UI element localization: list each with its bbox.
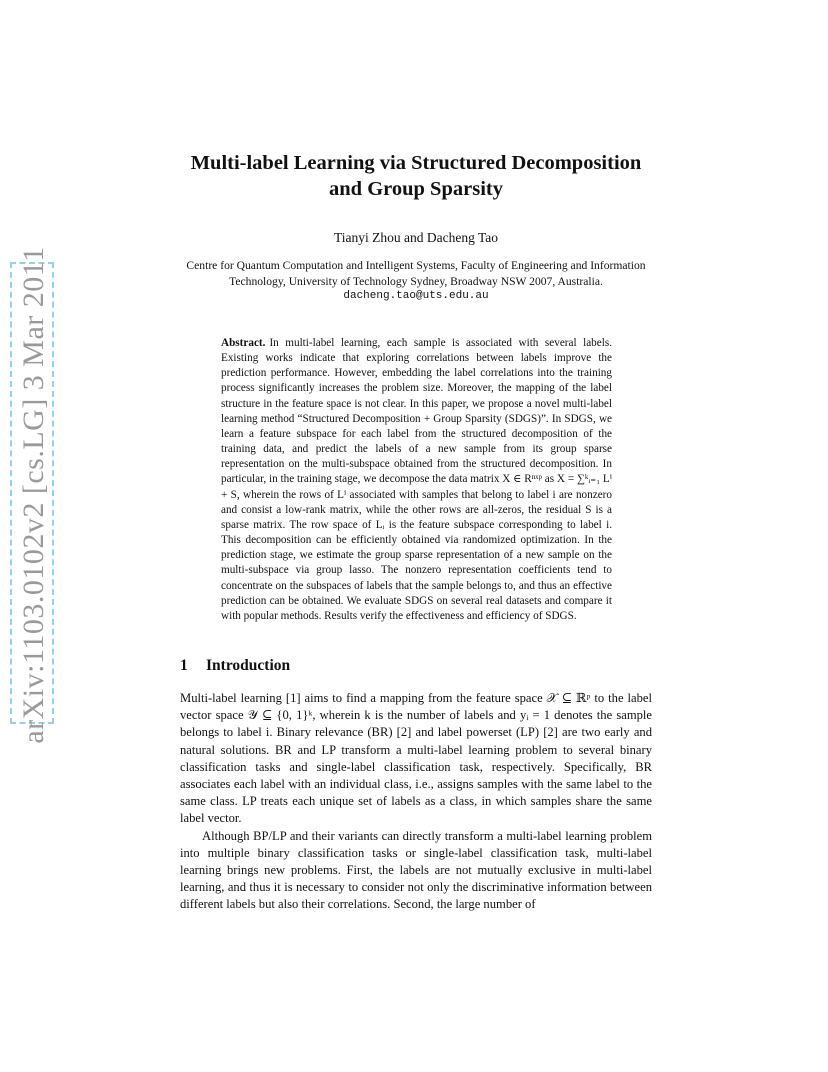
- abstract: [221, 336, 612, 624]
- paper-authors: Tianyi Zhou and Dacheng Tao: [333, 230, 499, 245]
- paper-title: Multi-label Learning via Structured Decomposition and Group Sparsity: [190, 152, 642, 200]
- paper-affiliation: Centre for Quantum Computation and Intelligent Systems, Faculty of Engineering and Information Technology, University of Technology Sydney, Broadway NSW 2007, Australia.: [186, 259, 646, 288]
- section-heading: [180, 657, 652, 675]
- section-title: Introduction: [206, 657, 291, 674]
- abstract-text: In multi-label learning, each sample is associated with several labels. Existing works indicate that exploring correlations between labels improve the prediction performance. However, embedding the label correlations into the training process significantly increases the problem size. Moreover, the mapping of the label structure in the feature space is not clear. In this paper, we propose a novel multi-label learning method “Structured Decomposition + Group Sparsity (SDGS)”. In SDGS, we learn a feature subspace for each label from the structured decomposition of the training data, and predict the labels of a new sample from its group sparse representation on the multi-subspace obtained from the structured decomposition. In particular, in the training stage, we decompose the data matrix X ∈ Rⁿˣᵖ as X = ∑ᵏᵢ₌₁ Lⁱ + S, wherein the rows of Lⁱ associated with samples that belong to label i are nonzero and consist a low-rank matrix, while the other rows are all-zeros, the residual S is a sparse matrix. The row space of Lᵢ is the feature subspace corresponding to label i. This decomposition can be efficiently obtained via randomized optimization. In the prediction stage, we estimate the group sparse representation of a new sample on the multi-subspace via group lasso. The nonzero representation coefficients tend to concentrate on the subspaces of labels that the sample belongs to, and thus an effective prediction can be obtained. We evaluate SDGS on several real datasets and compare it with popular methods. Results verify the effectiveness and efficiency of SDGS.: [221, 337, 612, 622]
- body-text: [180, 690, 652, 914]
- arxiv-stamp: [10, 246, 54, 744]
- paragraph: Multi-label learning [1] aims to find a mapping from the feature space 𝒳 ⊆ ℝᵖ to the label vector space 𝒴 ⊆ {0, 1}ᵏ, wherein k is the number of labels and yᵢ = 1 denotes the sample belongs to label i. Binary relevance (BR) [2] and label powerset (LP) [2] are two early and natural solutions. BR and LP transform a multi-label learning problem to several binary classification tasks and single-label classification task, respectively. Specifically, BR associates each label with an individual class, i.e., assigns samples with the same label to the same class. LP treats each unique set of labels as a class, in which samples share the same label vector.: [180, 691, 652, 826]
- paper-email[interactable]: dacheng.tao@uts.edu.au: [343, 290, 489, 302]
- paragraph: Although BP/LP and their variants can directly transform a multi-label learning problem into multiple binary classification tasks or single-label classification task, multi-label learning brings new problems. First, the labels are not mutually exclusive in multi-label learning, and thus it is necessary to consider not only the discriminative information between different labels but also their correlations. Second, the large number of: [180, 828, 652, 912]
- arxiv-stamp-text: arXiv:1103.0102v2 [cs.LG] 3 Mar 2011: [17, 246, 50, 744]
- section-number: 1: [180, 657, 188, 674]
- abstract-label: Abstract.: [221, 337, 266, 349]
